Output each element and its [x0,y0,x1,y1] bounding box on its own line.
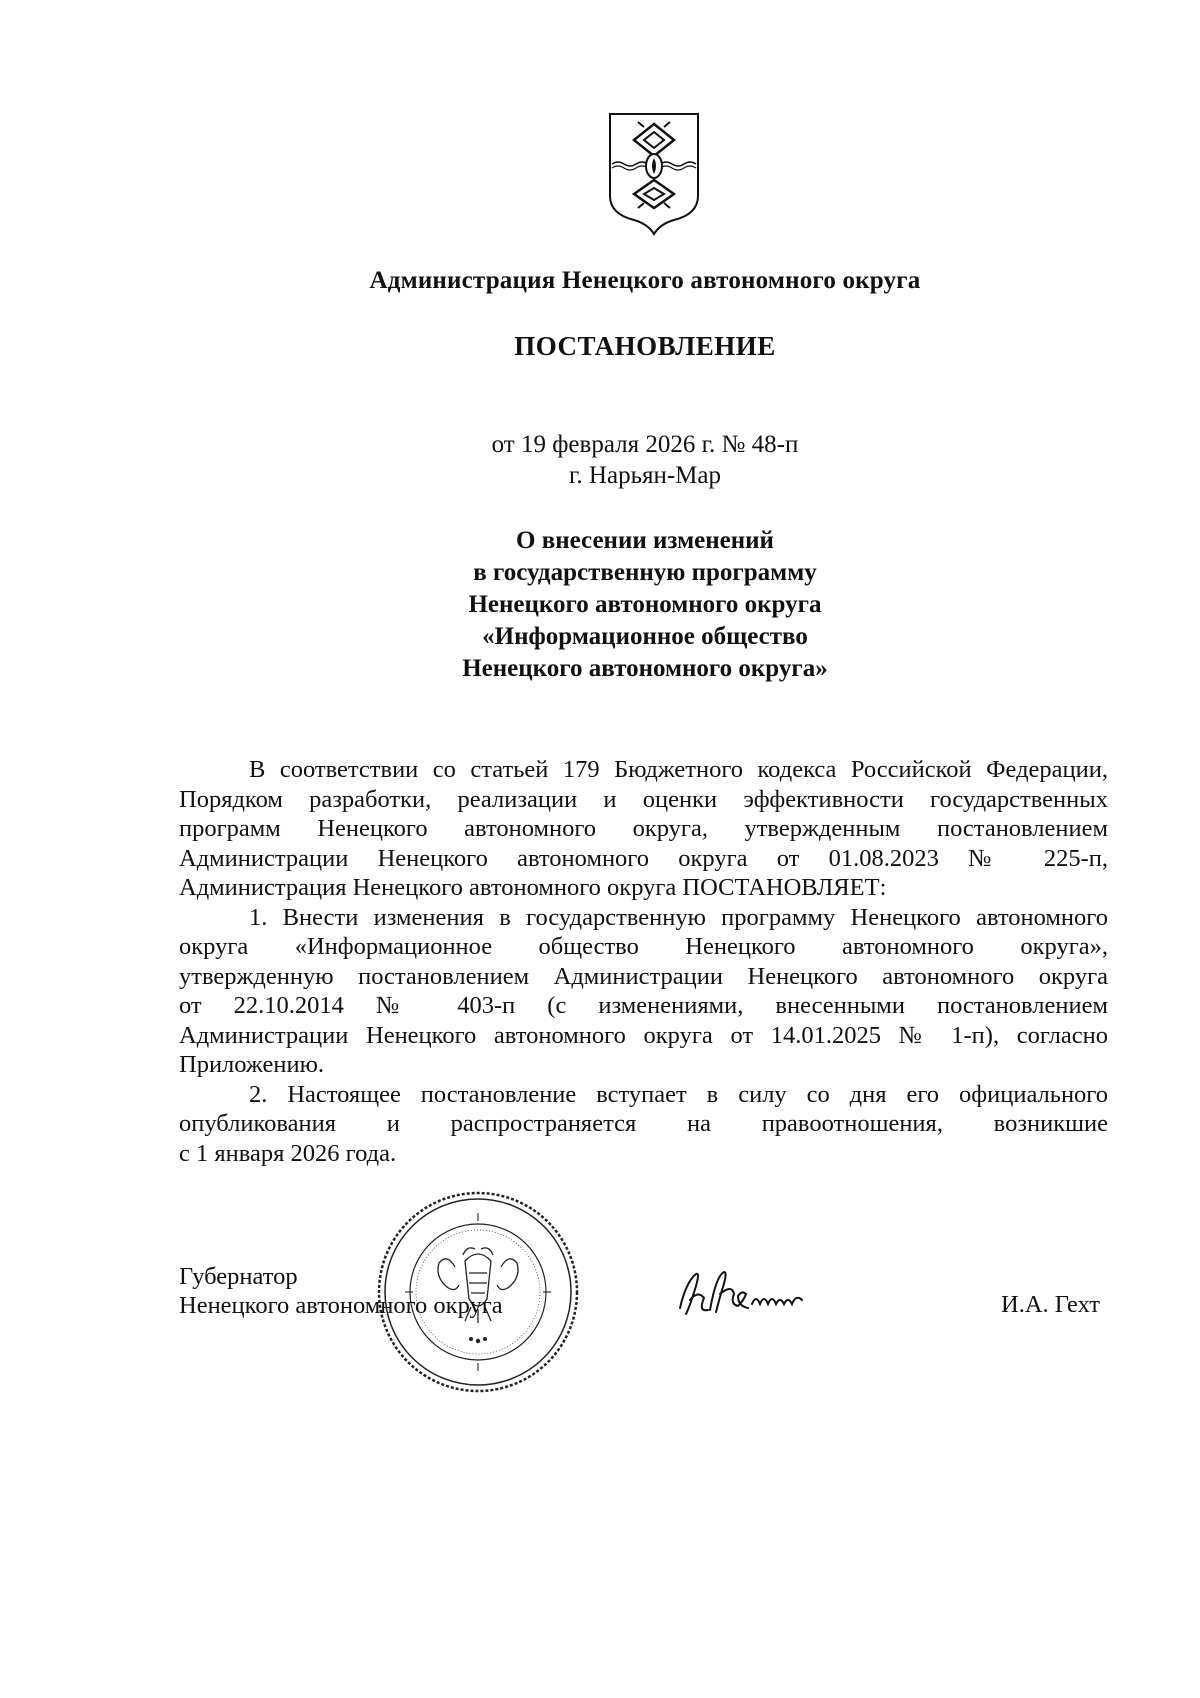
signatory-role-line: Ненецкого автономного округа [179,1292,503,1319]
title-line: О внесении изменений [516,527,774,554]
organization-name: Администрация Ненецкого автономного округа [369,267,921,294]
title-line: Ненецкого автономного округа [468,591,822,618]
title-line: Ненецкого автономного округа» [462,655,828,682]
document-title [0,525,1200,685]
body-line: 1. Внести изменения в государственную программу Ненецкого автономного [249,903,1108,931]
handwritten-signature [672,1260,822,1332]
document-city: г. Нарьян-Мар [568,462,721,489]
document-date-number: от 19 февраля 2026 г. № 48-п [491,431,799,458]
signatory-role [179,1262,503,1320]
body-line: Администрация Ненецкого автономного округа ПОСТАНОВЛЯЕТ: [179,874,887,901]
body-line: программ Ненецкого автономного округа, утвержденным постановлением [179,815,1108,842]
body-line: Порядком разработки, реализации и оценки эффективности государственных [179,785,1108,813]
document-type: ПОСТАНОВЛЕНИЕ [514,331,776,361]
body-line: Администрации Ненецкого автономного округа от 14.01.2025 № 1-п), согласно [179,1021,1108,1049]
coat-of-arms-emblem [604,110,704,236]
body-line: с 1 января 2026 года. [179,1139,397,1167]
body-line: утвержденную постановлением Администрации Ненецкого автономного округа [179,962,1108,990]
body-line: от 22.10.2014 № 403-п (с изменениями, внесенными постановлением [179,992,1108,1019]
title-line: «Информационное общество [482,623,808,650]
body-line: 2. Настоящее постановление вступает в силу со дня его официального [249,1080,1108,1108]
body-line: Администрации Ненецкого автономного округа от 01.08.2023 № 225-п, [179,844,1108,872]
body-line: Приложению. [179,1051,325,1078]
body-line: В соответствии со статьей 179 Бюджетного кодекса Российской Федерации, [249,756,1108,783]
title-line: в государственную программу [473,559,817,586]
document-body [179,755,1108,1168]
body-line: округа «Информационное общество Ненецкого автономного округа», [179,933,1108,960]
signatory-name: И.А. Гехт [1001,1291,1100,1318]
body-line: опубликования и распространяется на правоотношения, возникшие [179,1110,1108,1137]
signatory-role-line: Губернатор [179,1263,298,1290]
